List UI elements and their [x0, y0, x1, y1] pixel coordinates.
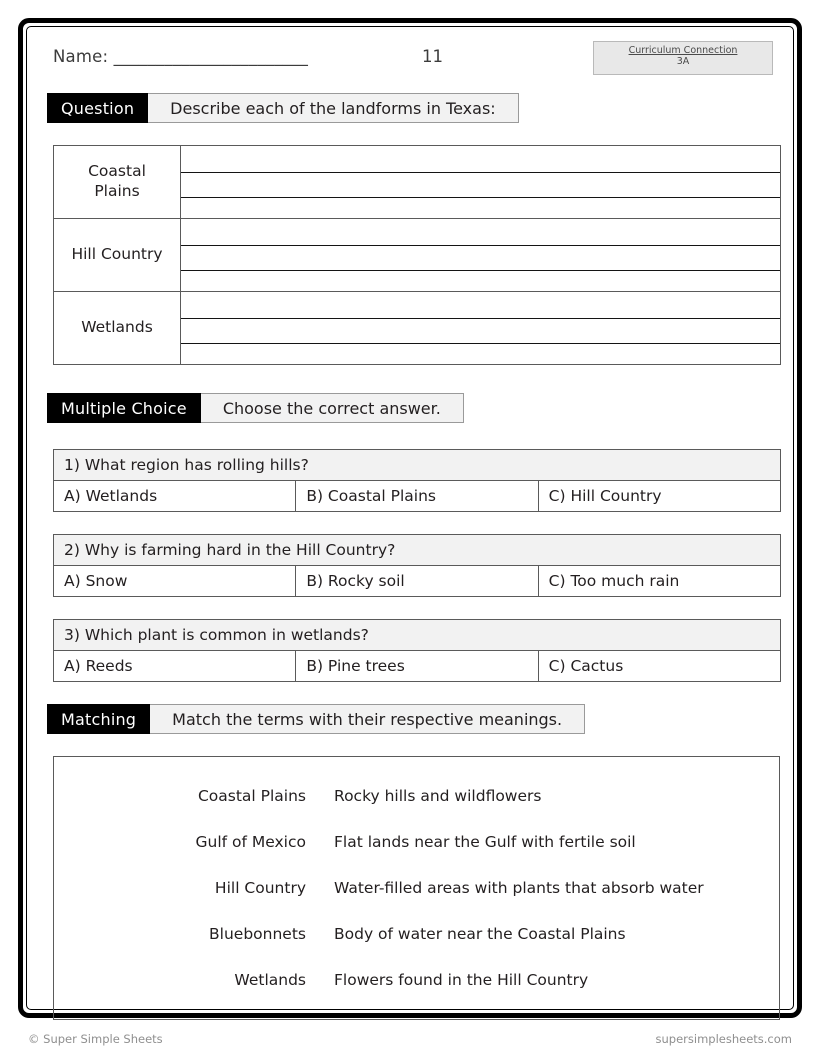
- option-b[interactable]: B) Coastal Plains: [296, 481, 538, 511]
- landform-term-line-1: Wetlands: [81, 318, 153, 337]
- matching-row: [54, 865, 779, 911]
- name-field-label[interactable]: Name: _______________________: [53, 47, 309, 66]
- landform-term-hill-country: [54, 219, 181, 292]
- worksheet-inner-border: [26, 26, 794, 1010]
- matching-definition[interactable]: Water-filled areas with plants that absorb water: [334, 879, 704, 897]
- matching-row: [54, 773, 779, 819]
- worksheet-header: [47, 39, 773, 91]
- question-prompt: 1) What region has rolling hills?: [54, 450, 780, 481]
- writing-lines[interactable]: [181, 219, 780, 291]
- matching-definition[interactable]: Flat lands near the Gulf with fertile soil: [334, 833, 636, 851]
- question-section-tab: Question: [47, 93, 148, 123]
- matching-term[interactable]: Bluebonnets: [209, 925, 306, 943]
- website-url[interactable]: supersimplesheets.com: [655, 1032, 792, 1046]
- writing-lines[interactable]: [181, 146, 780, 218]
- worksheet-content: [27, 27, 793, 1009]
- landform-term-line-1: Coastal: [88, 162, 146, 181]
- question-prompt: 2) Why is farming hard in the Hill Country?: [54, 535, 780, 566]
- worksheet-page-border: [18, 18, 802, 1018]
- landform-term-line-1: Hill Country: [71, 245, 163, 264]
- writing-line[interactable]: [181, 343, 780, 344]
- option-c[interactable]: C) Hill Country: [548, 487, 662, 505]
- curriculum-connection-title: Curriculum Connection: [628, 45, 738, 56]
- matching-activity-box: [53, 756, 780, 1020]
- matching-term[interactable]: Hill Country: [214, 879, 306, 897]
- table-row: [54, 292, 781, 365]
- matching-row: [54, 957, 779, 1003]
- writing-line[interactable]: [181, 245, 780, 246]
- multiple-choice-section-header: [47, 393, 773, 423]
- matching-definition[interactable]: Rocky hills and wildflowers: [334, 787, 542, 805]
- matching-definition[interactable]: Body of water near the Coastal Plains: [334, 925, 626, 943]
- curriculum-connection-badge: [593, 41, 773, 75]
- question-section-header: [47, 93, 773, 123]
- option-c[interactable]: C) Too much rain: [548, 572, 680, 590]
- matching-section-header: [47, 704, 773, 734]
- multiple-choice-question-1: [53, 449, 781, 512]
- matching-row: [54, 819, 779, 865]
- question-options: [54, 566, 780, 596]
- writing-line[interactable]: [181, 270, 780, 271]
- matching-section-instruction: Match the terms with their respective meanings.: [150, 704, 585, 734]
- writing-line[interactable]: [181, 318, 780, 319]
- option-b[interactable]: B) Pine trees: [296, 651, 538, 681]
- option-a[interactable]: A) Reeds: [54, 651, 296, 681]
- landform-answer-area-coastal-plains[interactable]: [181, 146, 781, 219]
- option-c[interactable]: C) Cactus: [548, 657, 624, 675]
- question-options: [54, 651, 780, 681]
- copyright-text: © Super Simple Sheets: [28, 1032, 163, 1046]
- writing-lines[interactable]: [181, 292, 780, 364]
- landform-term-coastal-plains: [54, 146, 181, 219]
- landform-answer-area-hill-country[interactable]: [181, 219, 781, 292]
- matching-definition[interactable]: Flowers found in the Hill Country: [334, 971, 589, 989]
- landform-term-wetlands: [54, 292, 181, 365]
- question-prompt: 3) Which plant is common in wetlands?: [54, 620, 780, 651]
- matching-term[interactable]: Gulf of Mexico: [195, 833, 306, 851]
- matching-term[interactable]: Coastal Plains: [197, 787, 306, 805]
- multiple-choice-question-2: [53, 534, 781, 597]
- matching-row: [54, 911, 779, 957]
- multiple-choice-section-instruction: Choose the correct answer.: [201, 393, 464, 423]
- landform-answer-area-wetlands[interactable]: [181, 292, 781, 365]
- page-number: 11: [422, 47, 443, 66]
- multiple-choice-questions: [53, 449, 773, 682]
- writing-line[interactable]: [181, 197, 780, 198]
- option-a[interactable]: A) Wetlands: [54, 481, 296, 511]
- matching-section-tab: Matching: [47, 704, 150, 734]
- writing-line[interactable]: [181, 172, 780, 173]
- option-a[interactable]: A) Snow: [54, 566, 296, 596]
- landforms-response-table: [53, 145, 781, 365]
- multiple-choice-section-tab: Multiple Choice: [47, 393, 201, 423]
- table-row: [54, 146, 781, 219]
- table-row: [54, 219, 781, 292]
- option-b[interactable]: B) Rocky soil: [296, 566, 538, 596]
- question-options: [54, 481, 780, 511]
- landform-term-line-2: Plains: [94, 182, 140, 200]
- matching-term[interactable]: Wetlands: [234, 971, 306, 989]
- question-section-instruction: Describe each of the landforms in Texas:: [148, 93, 519, 123]
- page-footer: [18, 1032, 802, 1052]
- multiple-choice-question-3: [53, 619, 781, 682]
- curriculum-connection-code: 3A: [676, 55, 690, 67]
